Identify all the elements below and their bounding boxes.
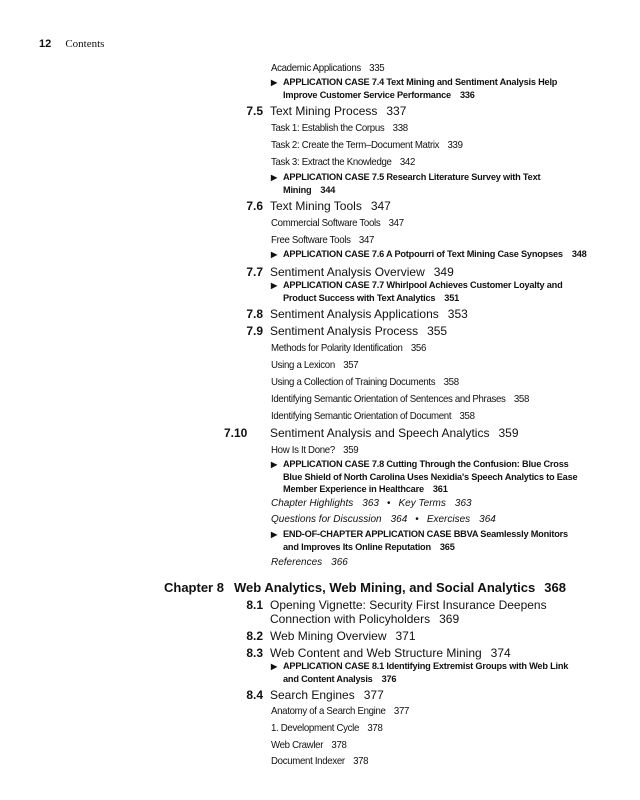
case-title: Whirlpool Achieves Customer Loyalty and [384, 280, 563, 290]
toc-section[interactable] [231, 104, 631, 118]
case-label: APPLICATION CASE 7.8 [283, 459, 384, 469]
entry-page: 358 [459, 410, 475, 422]
case-line [271, 89, 557, 101]
section-title: Web Mining Overview [270, 629, 387, 643]
bullet-icon: • [386, 498, 391, 509]
bullet-icon: • [415, 514, 419, 525]
toc-section[interactable] [231, 199, 631, 213]
case-title: Research Literature Survey with Text [384, 172, 541, 182]
toc-section[interactable] [231, 646, 631, 660]
case-line [271, 292, 563, 304]
entry-page: 335 [369, 62, 385, 74]
triangle-icon: ▶ [271, 173, 277, 182]
application-case[interactable] [271, 171, 540, 196]
section-page: 377 [363, 688, 384, 702]
page-number: 12 [39, 38, 52, 50]
entry-page: 378 [367, 722, 383, 734]
entry-title: Free Software Tools [271, 234, 351, 246]
toc-subsection[interactable] [271, 156, 415, 168]
case-title: and Improves Its Online Reputation [283, 542, 431, 552]
entry-page: 358 [443, 376, 459, 388]
toc-section[interactable] [231, 629, 631, 643]
case-label: APPLICATION CASE 7.5 [283, 172, 384, 182]
toc-section[interactable] [224, 426, 631, 440]
section-page: 337 [386, 104, 407, 118]
entry-page: 342 [399, 156, 416, 168]
case-line [271, 76, 557, 89]
section-page: 349 [433, 265, 454, 279]
case-page: 376 [381, 674, 397, 684]
entry-title: Key Terms [398, 498, 446, 509]
section-title: Text Mining Process [270, 104, 378, 118]
entry-title: Document Indexer [271, 755, 345, 767]
entry-page: 366 [331, 557, 348, 568]
entry-page: 378 [331, 739, 347, 751]
toc-subsection[interactable] [271, 755, 368, 767]
toc-subsection[interactable] [271, 705, 409, 717]
section-number: 7.7 [246, 265, 263, 279]
section-number: 8.2 [246, 629, 263, 643]
entry-title: References [271, 557, 323, 568]
case-page: 348 [571, 249, 587, 259]
entry-title: Task 3: Extract the Knowledge [271, 156, 392, 168]
case-title: Identifying Extremist Groups with Web Link [384, 661, 569, 671]
toc-section[interactable] [231, 598, 631, 626]
entry-title: 1. Development Cycle [271, 722, 360, 734]
case-page: 351 [444, 293, 460, 303]
section-number: 7.8 [246, 307, 263, 321]
entry-page: 347 [358, 234, 375, 246]
case-title: Improve Customer Service Performance [283, 90, 451, 100]
section-number: 8.4 [246, 688, 263, 702]
page-header [39, 38, 104, 50]
toc-section[interactable] [231, 688, 631, 702]
entry-title: Questions for Discussion [271, 514, 382, 525]
entry-title: Methods for Polarity Identification [271, 342, 403, 354]
section-title [270, 598, 547, 626]
section-page: 347 [370, 199, 391, 213]
chapter-title: Web Analytics, Web Mining, and Social Analytics [234, 580, 536, 595]
application-case[interactable] [271, 660, 568, 685]
entry-title: Identifying Semantic Orientation of Document [271, 410, 452, 422]
toc-subsection[interactable] [271, 722, 383, 734]
running-head: Contents [65, 38, 105, 50]
toc-end-matter[interactable] [271, 514, 496, 525]
toc-subsection[interactable] [271, 139, 463, 151]
case-line [271, 471, 577, 483]
case-line [271, 541, 568, 553]
entry-title: Commercial Software Tools [271, 217, 381, 229]
section-page: 374 [490, 646, 511, 660]
entry-title: Task 2: Create the Term–Document Matrix [271, 139, 440, 151]
section-title: Sentiment Analysis Process [270, 324, 419, 338]
case-title: Cutting Through the Confusion: Blue Cross [384, 459, 569, 469]
section-number: 7.9 [246, 324, 263, 338]
section-title: Search Engines [270, 688, 355, 702]
toc-section[interactable] [231, 324, 631, 338]
toc-subsection[interactable] [271, 410, 475, 422]
toc-subsection[interactable] [271, 234, 374, 246]
section-number: 8.1 [246, 598, 263, 612]
case-line [271, 673, 568, 685]
toc-subsection[interactable] [271, 62, 384, 74]
entry-title: Web Crawler [271, 739, 324, 751]
case-title: Mining [283, 185, 312, 195]
section-number: 7.5 [246, 104, 263, 118]
chapter-page: 368 [544, 580, 566, 595]
entry-page: 363 [454, 498, 472, 509]
triangle-icon: ▶ [271, 662, 277, 671]
section-title: Web Content and Web Structure Mining [270, 646, 482, 660]
triangle-icon: ▶ [271, 530, 277, 539]
toc-section[interactable] [231, 265, 631, 279]
case-title: BBVA Seamlessly Monitors [451, 529, 568, 539]
chapter-number: Chapter 8 [164, 580, 224, 595]
case-line [271, 184, 540, 196]
case-line [271, 483, 577, 495]
toc-subsection[interactable] [271, 393, 529, 405]
application-case[interactable] [271, 528, 568, 553]
case-label: APPLICATION CASE 7.7 [283, 280, 384, 290]
case-title: Product Success with Text Analytics [283, 293, 436, 303]
entry-page: 358 [513, 393, 530, 405]
toc-subsection[interactable] [271, 217, 404, 229]
section-title: Sentiment Analysis Overview [270, 265, 425, 279]
toc-subsection[interactable] [271, 444, 358, 456]
entry-page: 359 [343, 444, 359, 456]
title-line: Connection with Policyholders [270, 612, 431, 626]
toc-end-matter[interactable] [271, 498, 472, 509]
section-page: 359 [498, 426, 519, 440]
entry-page: 357 [343, 359, 359, 371]
entry-title: Exercises [426, 514, 471, 525]
entry-page: 364 [479, 514, 496, 525]
entry-page: 378 [353, 755, 369, 767]
case-page: 361 [432, 484, 448, 494]
case-line [271, 171, 540, 184]
entry-page: 377 [393, 705, 410, 717]
section-page: 369 [439, 612, 460, 626]
case-title: A Potpourri of Text Mining Case Synopses [384, 249, 563, 259]
toc-subsection[interactable] [271, 342, 426, 354]
entry-page: 347 [388, 217, 404, 229]
case-page: 365 [439, 542, 455, 552]
case-line [271, 279, 563, 292]
section-title: Sentiment Analysis Applications [270, 307, 439, 321]
section-title: Text Mining Tools [270, 199, 362, 213]
application-case[interactable] [271, 248, 587, 261]
section-page: 353 [447, 307, 468, 321]
triangle-icon: ▶ [271, 78, 277, 87]
triangle-icon: ▶ [271, 250, 277, 259]
section-number: 7.10 [224, 426, 248, 440]
entry-title: Using a Lexicon [271, 359, 335, 371]
case-title: Text Mining and Sentiment Analysis Help [384, 77, 558, 87]
section-title: Sentiment Analysis and Speech Analytics [270, 426, 490, 440]
toc-end-matter[interactable] [271, 557, 348, 568]
case-label: APPLICATION CASE 7.6 [283, 249, 384, 259]
entry-page: 339 [447, 139, 463, 151]
entry-page: 363 [362, 498, 379, 509]
chapter-heading[interactable] [164, 580, 566, 595]
toc-section[interactable] [231, 307, 631, 321]
entry-title: How Is It Done? [271, 444, 335, 456]
case-label: APPLICATION CASE 7.4 [283, 77, 384, 87]
triangle-icon: ▶ [271, 281, 277, 290]
case-line [271, 458, 577, 471]
toc-subsection[interactable] [271, 376, 459, 388]
application-case[interactable] [271, 458, 577, 495]
case-title: and Content Analysis [283, 674, 373, 684]
toc-subsection[interactable] [271, 739, 347, 751]
case-line [271, 660, 568, 673]
entry-title: Academic Applications [271, 62, 361, 74]
triangle-icon: ▶ [271, 460, 277, 469]
section-page: 355 [427, 324, 448, 338]
entry-title: Task 1: Establish the Corpus [271, 122, 385, 134]
section-number: 8.3 [246, 646, 263, 660]
entry-title: Anatomy of a Search Engine [271, 705, 386, 717]
application-case[interactable] [271, 76, 557, 101]
entry-title: Using a Collection of Training Documents [271, 376, 436, 388]
case-label: APPLICATION CASE 8.1 [283, 661, 384, 671]
case-title: Member Experience in Healthcare [283, 484, 424, 494]
case-label: END-OF-CHAPTER APPLICATION CASE [283, 529, 452, 539]
case-page: 336 [459, 90, 475, 100]
case-title: Blue Shield of North Carolina Uses Nexidia's Speech Analytics to Ease [283, 472, 578, 482]
toc-subsection[interactable] [271, 359, 358, 371]
application-case[interactable] [271, 279, 563, 304]
entry-page: 364 [390, 514, 408, 525]
entry-page: 338 [392, 122, 408, 134]
title-line: Opening Vignette: Security First Insurance Deepens [270, 598, 547, 612]
entry-page: 356 [410, 342, 427, 354]
case-line [271, 248, 587, 261]
toc-subsection[interactable] [271, 122, 408, 134]
section-number: 7.6 [246, 199, 263, 213]
case-page: 344 [320, 185, 336, 195]
section-page: 371 [395, 629, 416, 643]
entry-title: Chapter Highlights [271, 498, 354, 509]
case-line [271, 528, 568, 541]
entry-title: Identifying Semantic Orientation of Sentences and Phrases [271, 393, 506, 405]
